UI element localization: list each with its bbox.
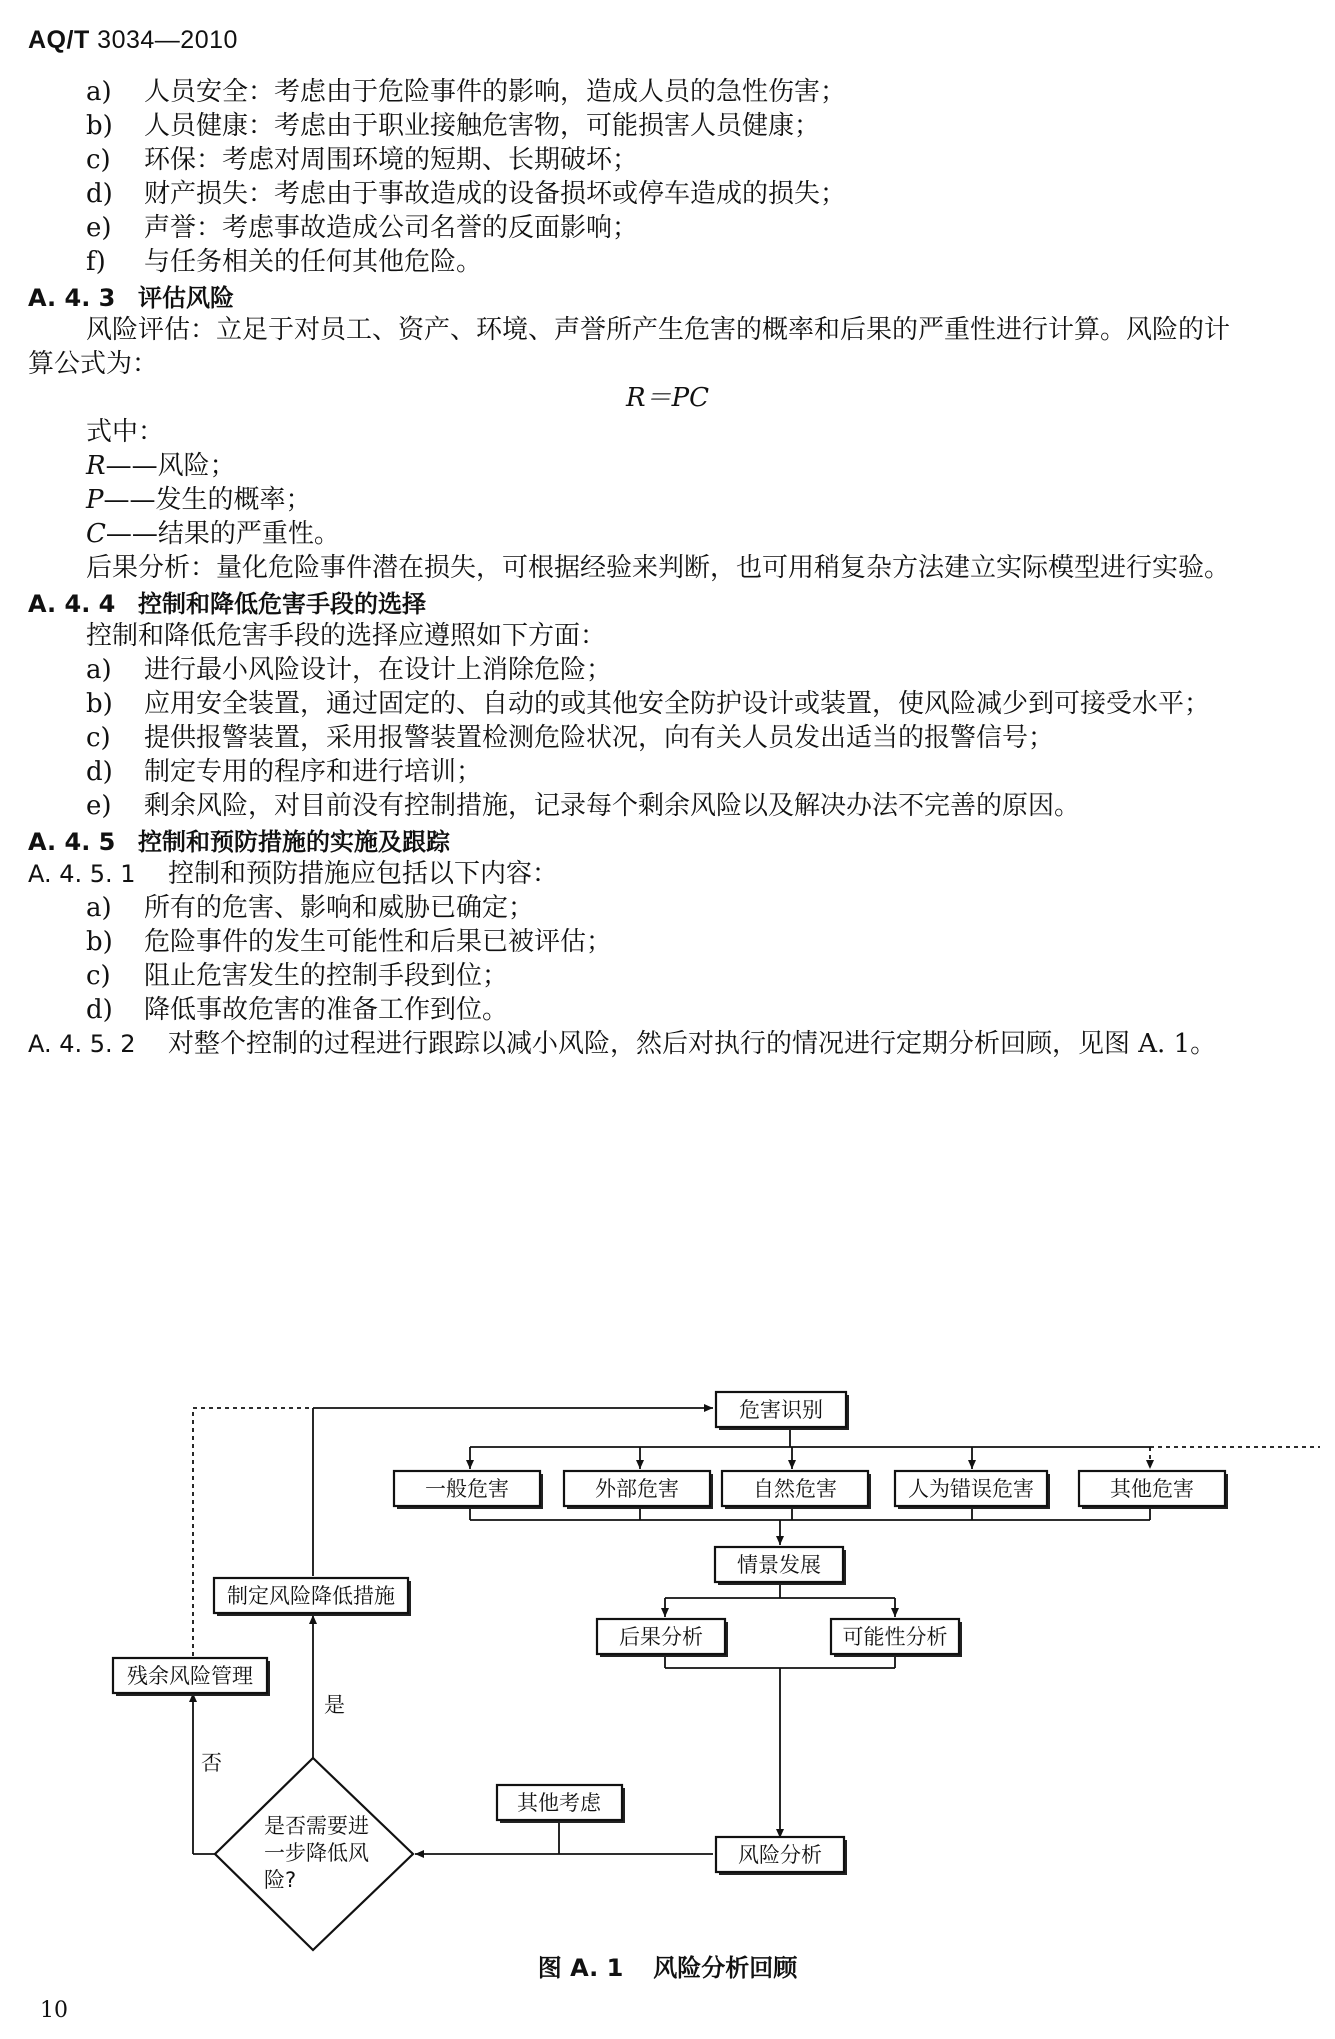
definition: R——风险； <box>86 451 236 481</box>
human-error-hazard-box <box>895 1471 1050 1509</box>
scenario-development-box <box>715 1547 846 1585</box>
paragraph: 风险评估：立足于对员工、资产、环境、声誉所产生危害的概率和后果的严重性进行计算。风险的计 <box>86 315 1231 345</box>
page-number: 10 <box>40 1998 68 2023</box>
risk-analysis-box <box>716 1837 847 1875</box>
risk-mitigation-measures-box <box>214 1578 411 1616</box>
residual-risk-management-box <box>113 1658 270 1696</box>
svg-text:外部危害: 外部危害 <box>595 1477 679 1501</box>
list-item: a) 进行最小风险设计，在设计上消除危险； <box>86 655 613 685</box>
decision-diamond <box>215 1758 413 1950</box>
svg-text:自然危害: 自然危害 <box>753 1477 837 1501</box>
list-item: e) 声誉：考虑事故造成公司名誉的反面影响； <box>86 213 639 243</box>
hazard-identification-box <box>716 1392 849 1430</box>
where-label: 式中： <box>86 417 165 447</box>
svg-text:风险分析: 风险分析 <box>738 1843 822 1867</box>
paragraph: 控制和降低危害手段的选择应遵照如下方面： <box>86 621 607 651</box>
list-item: f) 与任务相关的任何其他危险。 <box>86 247 483 277</box>
list-item: a) 所有的危害、影响和威胁已确定； <box>86 893 535 923</box>
list-item: c) 环保：考虑对周围环境的短期、长期破坏； <box>86 145 639 175</box>
svg-text:一步降低风: 一步降低风 <box>264 1841 369 1865</box>
other-considerations-box <box>497 1785 625 1823</box>
list-item: a) 人员安全：考虑由于危险事件的影响，造成人员的急性伤害； <box>86 77 847 107</box>
possibility-analysis-box <box>831 1619 962 1657</box>
paragraph-continuation: 算公式为： <box>28 349 159 379</box>
svg-text:一般危害: 一般危害 <box>425 1477 509 1501</box>
list-item: c) 阻止危害发生的控制手段到位； <box>86 961 509 991</box>
no-label: 否 <box>201 1751 222 1775</box>
svg-text:情景发展: 情景发展 <box>737 1553 821 1577</box>
svg-text:残余风险管理: 残余风险管理 <box>127 1664 253 1688</box>
list-item: d) 制定专用的程序和进行培训； <box>86 757 483 787</box>
list-item: c) 提供报警装置，采用报警装置检测危险状况，向有关人员发出适当的报警信号； <box>86 723 1055 753</box>
standard-code: AQ/T 3034—2010 <box>28 26 238 54</box>
definition: C——结果的严重性。 <box>86 519 340 549</box>
list-item: b) 危险事件的发生可能性和后果已被评估； <box>86 927 613 957</box>
external-hazard-box <box>564 1471 713 1509</box>
svg-text:可能性分析: 可能性分析 <box>842 1625 948 1649</box>
svg-text:人为错误危害: 人为错误危害 <box>908 1477 1034 1501</box>
list-item: b) 人员健康：考虑由于职业接触危害物，可能损害人员健康； <box>86 111 821 141</box>
section-heading-a45: A. 4. 5 控制和预防措施的实施及跟踪 <box>28 828 450 856</box>
consequence-analysis-box <box>597 1619 728 1657</box>
list-item: d) 财产损失：考虑由于事故造成的设备损坏或停车造成的损失； <box>86 179 847 209</box>
svg-text:后果分析: 后果分析 <box>619 1625 703 1649</box>
subsection-a452: A. 4. 5. 2 对整个控制的过程进行跟踪以减小风险，然后对执行的情况进行定期分析回顾，见图 A. 1。 <box>28 1029 1217 1059</box>
formula: R＝PC <box>626 383 709 413</box>
list-item: d) 降低事故危害的准备工作到位。 <box>86 995 509 1025</box>
paragraph: 后果分析：量化危险事件潜在损失，可根据经验来判断，也可用稍复杂方法建立实际模型进行实验。 <box>86 553 1231 583</box>
definition: P——发生的概率； <box>86 485 312 515</box>
section-heading-a43: A. 4. 3 评估风险 <box>28 284 234 312</box>
natural-hazard-box <box>722 1471 871 1509</box>
list-item: e) 剩余风险，对目前没有控制措施，记录每个剩余风险以及解决办法不完善的原因。 <box>86 791 1081 821</box>
section-heading-a44: A. 4. 4 控制和降低危害手段的选择 <box>28 590 426 618</box>
figure-caption: 图 A. 1 风险分析回顾 <box>537 1954 798 1982</box>
svg-text:其他考虑: 其他考虑 <box>517 1791 601 1815</box>
other-hazard-box <box>1079 1471 1228 1509</box>
svg-text:是否需要进: 是否需要进 <box>264 1814 369 1838</box>
svg-text:制定风险降低措施: 制定风险降低措施 <box>227 1584 395 1608</box>
general-hazard-box <box>394 1471 543 1509</box>
yes-label: 是 <box>324 1693 345 1717</box>
svg-text:险?: 险? <box>264 1868 297 1892</box>
svg-text:其他危害: 其他危害 <box>1110 1477 1194 1501</box>
subsection-a451: A. 4. 5. 1 控制和预防措施应包括以下内容： <box>28 859 559 889</box>
svg-text:危害识别: 危害识别 <box>739 1398 823 1422</box>
list-item: b) 应用安全装置，通过固定的、自动的或其他安全防护设计或装置，使风险减少到可接受水平； <box>86 689 1211 719</box>
